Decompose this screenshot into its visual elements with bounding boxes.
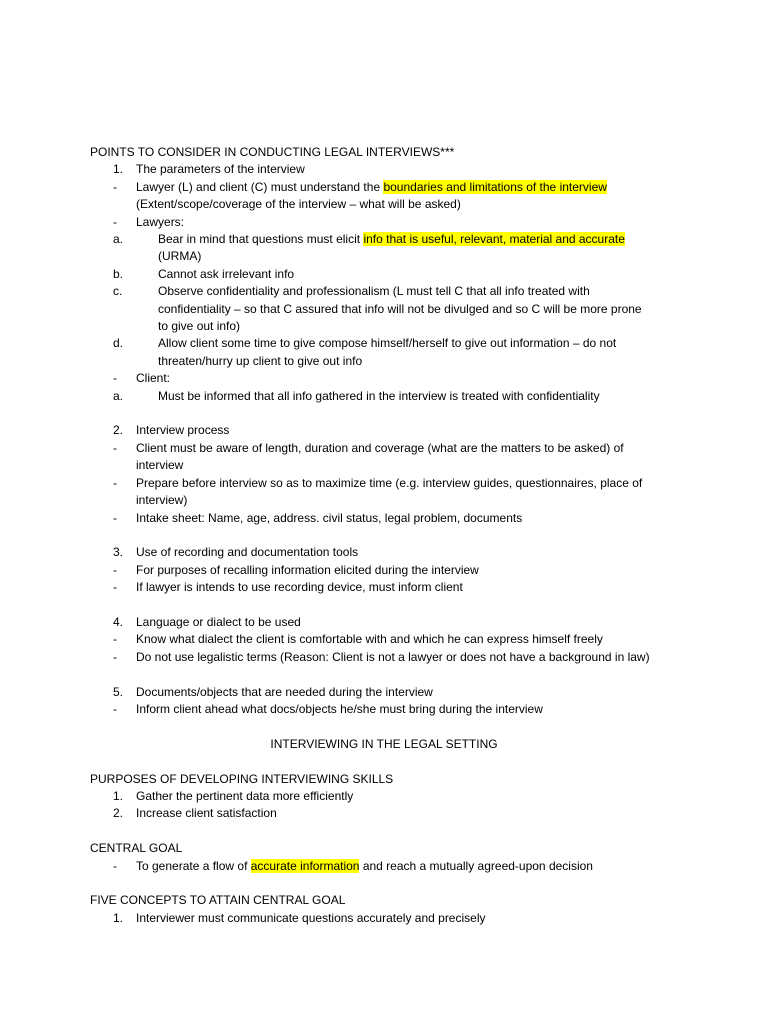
five-concepts-heading: FIVE CONCEPTS TO ATTAIN CENTRAL GOAL bbox=[90, 893, 346, 908]
bullet-text: Inform client ahead what docs/objects he/she must bring during the interview bbox=[136, 701, 543, 716]
purposes-heading: PURPOSES OF DEVELOPING INTERVIEWING SKILLS bbox=[90, 771, 394, 786]
bullet-marker: - bbox=[113, 649, 117, 664]
bullet-marker: - bbox=[113, 580, 117, 595]
section-title: Use of recording and documentation tools bbox=[136, 545, 359, 560]
bullet-text: Do not use legalistic terms (Reason: Client is not a lawyer or does not have a background in law) bbox=[136, 649, 650, 664]
bullet-marker: - bbox=[113, 701, 117, 716]
bullet-marker: - bbox=[113, 632, 117, 647]
bullet-item bbox=[90, 370, 678, 387]
text-span: Prepare before interview so as to maximize time (e.g. interview guides, questionnaires, place of bbox=[136, 475, 643, 490]
sub-item bbox=[90, 283, 678, 335]
bullet-text: Lawyers: bbox=[136, 214, 185, 229]
text-span: Lawyer (L) and client (C) must understand the bbox=[136, 179, 384, 194]
spacer bbox=[90, 527, 678, 544]
bullet-marker: - bbox=[113, 858, 117, 873]
list-number: 3. bbox=[113, 545, 124, 560]
bullet-item bbox=[90, 631, 678, 648]
spacer bbox=[90, 718, 678, 735]
central-goal-heading: CENTRAL GOAL bbox=[90, 841, 183, 856]
section-5-title bbox=[90, 684, 678, 701]
item-text: Interviewer must communicate questions accurately and precisely bbox=[136, 910, 486, 925]
section-title: Documents/objects that are needed during the interview bbox=[136, 684, 433, 699]
item-text: Increase client satisfaction bbox=[136, 806, 277, 821]
section-4-title bbox=[90, 614, 678, 631]
sub-marker: b. bbox=[113, 266, 124, 281]
list-number: 4. bbox=[113, 614, 124, 629]
text-span: confidentiality – so that C assured that info will not be divulged and so C will be more prone bbox=[158, 301, 642, 316]
bullet-item bbox=[90, 440, 678, 475]
sub-text bbox=[158, 335, 678, 370]
main-heading: POINTS TO CONSIDER IN CONDUCTING LEGAL INTERVIEWS*** bbox=[90, 145, 455, 159]
text-span: threaten/hurry up client to give out info bbox=[158, 353, 363, 368]
sub-item bbox=[90, 266, 678, 283]
bullet-item bbox=[90, 510, 678, 527]
bullet-marker: - bbox=[113, 179, 117, 194]
bullet-text: Know what dialect the client is comfortable with and which he can express himself freely bbox=[136, 632, 603, 647]
text-span: and reach a mutually agreed-upon decision bbox=[359, 858, 593, 873]
bullet-item bbox=[90, 179, 678, 214]
bullet-marker: - bbox=[113, 440, 117, 455]
bullet-marker: - bbox=[113, 562, 117, 577]
bullet-item bbox=[90, 649, 678, 666]
sub-marker: a. bbox=[113, 232, 124, 247]
sub-marker: d. bbox=[113, 336, 124, 351]
sub-text bbox=[158, 231, 678, 266]
section-title: Language or dialect to be used bbox=[136, 614, 301, 629]
spacer bbox=[90, 597, 678, 614]
list-number: 5. bbox=[113, 684, 124, 699]
text-span: Bear in mind that questions must elicit bbox=[158, 232, 364, 247]
bullet-item bbox=[90, 858, 678, 875]
sub-text: Cannot ask irrelevant info bbox=[158, 266, 295, 281]
list-number: 2. bbox=[113, 806, 124, 821]
item-text: Gather the pertinent data more efficiently bbox=[136, 788, 354, 803]
bullet-text: Intake sheet: Name, age, address. civil status, legal problem, documents bbox=[136, 510, 523, 525]
sub-item bbox=[90, 388, 678, 405]
bullet-item bbox=[90, 562, 678, 579]
list-number: 2. bbox=[113, 423, 124, 438]
list-number: 1. bbox=[113, 788, 124, 803]
section-title: The parameters of the interview bbox=[136, 162, 305, 177]
numbered-item bbox=[90, 805, 678, 822]
spacer bbox=[90, 405, 678, 422]
bullet-text bbox=[136, 475, 678, 510]
bullet-text bbox=[136, 440, 678, 475]
numbered-item bbox=[90, 788, 678, 805]
bullet-text bbox=[136, 179, 678, 214]
spacer bbox=[90, 875, 678, 892]
sub-item bbox=[90, 335, 678, 370]
highlighted-text: info that is useful, relevant, material and accurate bbox=[363, 232, 625, 247]
spacer bbox=[90, 666, 678, 683]
bullet-text bbox=[136, 858, 678, 875]
sub-item bbox=[90, 231, 678, 266]
list-number: 1. bbox=[113, 910, 124, 925]
sub-text: Must be informed that all info gathered in the interview is treated with confidentiality bbox=[158, 388, 600, 403]
sub-marker: c. bbox=[113, 284, 123, 299]
sub-text bbox=[158, 283, 678, 335]
section-title: Interview process bbox=[136, 423, 230, 438]
bullet-item bbox=[90, 214, 678, 231]
bullet-marker: - bbox=[113, 214, 117, 229]
center-heading: INTERVIEWING IN THE LEGAL SETTING bbox=[270, 736, 498, 751]
text-span: Allow client some time to give compose himself/herself to give out information – do not bbox=[158, 336, 617, 351]
text-span: interview) bbox=[136, 493, 188, 508]
text-span: Client must be aware of length, duration and coverage (what are the matters to be asked) of bbox=[136, 440, 624, 455]
numbered-item bbox=[90, 910, 678, 927]
bullet-marker: - bbox=[113, 510, 117, 525]
bullet-text: For purposes of recalling information elicited during the interview bbox=[136, 562, 479, 577]
text-span: interview bbox=[136, 458, 184, 473]
bullet-text: Client: bbox=[136, 371, 171, 386]
text-span: to give out info) bbox=[158, 319, 241, 334]
bullet-item bbox=[90, 475, 678, 510]
bullet-item bbox=[90, 701, 678, 718]
text-span: Observe confidentiality and professionalism (L must tell C that all info treated with bbox=[158, 284, 590, 299]
section-1-title bbox=[90, 161, 678, 178]
text-span: (Extent/scope/coverage of the interview – what will be asked) bbox=[136, 197, 461, 212]
highlighted-text: accurate information bbox=[250, 858, 360, 873]
text-span: To generate a flow of bbox=[136, 858, 251, 873]
spacer bbox=[90, 823, 678, 840]
bullet-item bbox=[90, 579, 678, 596]
list-number: 1. bbox=[113, 162, 124, 177]
text-span: (URMA) bbox=[158, 249, 202, 264]
bullet-marker: - bbox=[113, 475, 117, 490]
document-body bbox=[90, 144, 678, 927]
section-3-title bbox=[90, 544, 678, 561]
section-2-title bbox=[90, 422, 678, 439]
highlighted-text: boundaries and limitations of the interview bbox=[383, 179, 607, 194]
spacer bbox=[90, 753, 678, 770]
sub-marker: a. bbox=[113, 388, 124, 403]
bullet-text: If lawyer is intends to use recording device, must inform client bbox=[136, 580, 463, 595]
bullet-marker: - bbox=[113, 371, 117, 386]
